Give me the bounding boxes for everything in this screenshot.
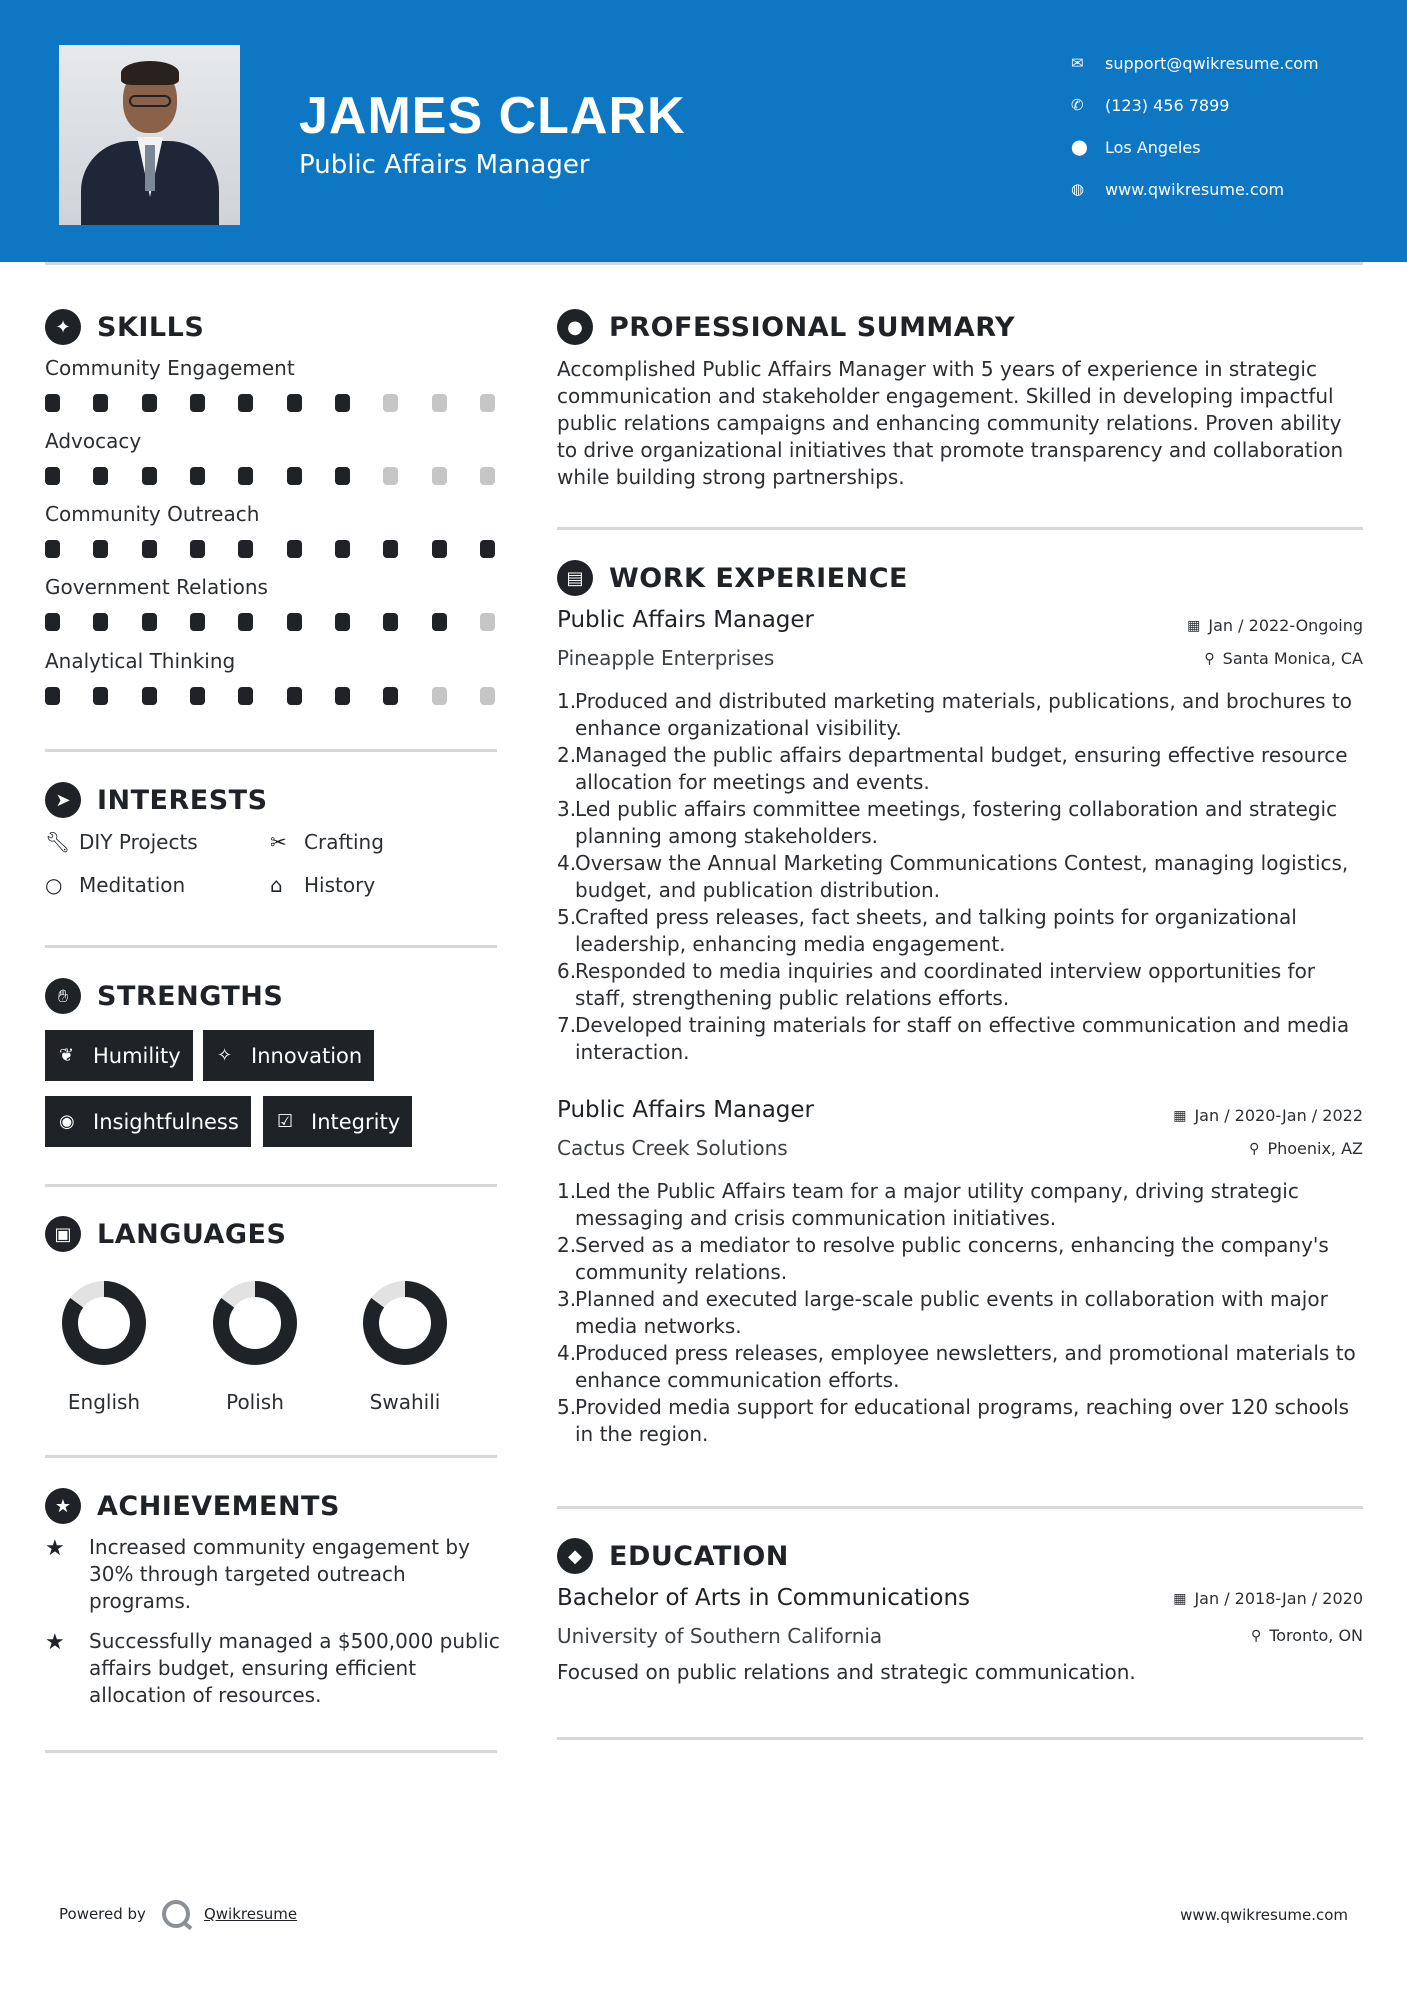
section-divider: [557, 527, 1363, 530]
interest-item: ✂ Crafting: [270, 830, 384, 854]
language-card-icon: ▣: [45, 1216, 81, 1252]
star-hand-icon: ★: [45, 1536, 65, 1561]
skill-dot: [190, 540, 205, 558]
language-item: Swahili: [345, 1280, 465, 1414]
job-title: Public Affairs Manager: [557, 607, 815, 633]
skill-dot: [190, 613, 205, 631]
skill-dot: [142, 394, 157, 412]
calendar-icon: ▦: [1173, 1590, 1187, 1607]
skill-dot: [383, 687, 398, 705]
skill-dot: [142, 613, 157, 631]
skill-rating: [45, 394, 495, 412]
skill-dot: [383, 613, 398, 631]
star-hand-icon: ★: [45, 1630, 65, 1655]
achievement-item: ★ Successfully managed a $500,000 public affairs budget, ensuring efficient allocation of resources.: [45, 1629, 500, 1707]
job-title: Public Affairs Manager: [557, 1097, 815, 1123]
skill-rating: [45, 467, 495, 485]
skill-dot: [480, 467, 495, 485]
section-divider: [45, 1184, 497, 1187]
envelope-icon: ✉: [1071, 54, 1084, 72]
section-divider: [45, 749, 497, 752]
skill-dot: [432, 687, 447, 705]
skill-dot: [480, 540, 495, 558]
hand-icon: ✋︎: [45, 978, 81, 1014]
skill-dot: [238, 687, 253, 705]
duty-item: 4. Oversaw the Annual Marketing Communications Contest, managing logistics, budget, and publication distribution.: [557, 851, 1349, 902]
degree-title: Bachelor of Arts in Communications: [557, 1585, 971, 1611]
education-heading: ◆ EDUCATION: [557, 1538, 789, 1574]
candidate-name: JAMES CLARK: [299, 87, 686, 145]
languages-heading: ▣ LANGUAGES: [45, 1216, 286, 1252]
skill-item: Government Relations: [45, 575, 500, 631]
skill-dot: [93, 613, 108, 631]
pin-icon: ⚲: [1204, 650, 1215, 667]
skill-dot: [335, 540, 350, 558]
skill-dot: [45, 613, 60, 631]
skill-dot: [45, 687, 60, 705]
skill-dot: [335, 394, 350, 412]
paper-plane-icon: ➤: [45, 782, 81, 818]
header-divider: [45, 262, 1363, 265]
duty-item: 5. Crafted press releases, fact sheets, and talking points for organizational leadership, enhancing media engagement.: [557, 905, 1297, 956]
briefcase-icon: ▤: [557, 560, 593, 596]
achievement-item: ★ Increased community engagement by 30% through targeted outreach programs.: [45, 1535, 470, 1613]
skill-dot: [45, 540, 60, 558]
language-item: Polish: [195, 1280, 315, 1414]
resume-header: [0, 0, 1407, 262]
section-divider: [45, 1750, 497, 1753]
duty-item: 3. Planned and executed large-scale public events in collaboration with major media networks.: [557, 1287, 1328, 1338]
skill-dot: [287, 467, 302, 485]
strengths-heading: ✋︎ STRENGTHS: [45, 978, 283, 1014]
skill-dot: [93, 467, 108, 485]
footer-brand-link[interactable]: Qwikresume: [203, 1905, 298, 1923]
eye-icon: ◉: [59, 1111, 75, 1132]
skill-rating: [45, 540, 495, 558]
graduate-icon: ◆: [557, 1538, 593, 1574]
bank-icon: ⌂: [270, 873, 283, 897]
duty-item: 1. Led the Public Affairs team for a major utility company, driving strategic messaging and crisis communication initiatives.: [557, 1179, 1299, 1230]
strength-tag: ❦ Humility: [45, 1030, 193, 1081]
section-divider: [45, 945, 497, 948]
contact-list: [1071, 42, 1319, 210]
profile-photo: [59, 45, 240, 225]
skill-dot: [287, 613, 302, 631]
skill-dot: [142, 540, 157, 558]
achievements-heading: ★ ACHIEVEMENTS: [45, 1488, 340, 1524]
job-company: Pineapple Enterprises: [557, 646, 775, 670]
duty-item: 2. Managed the public affairs departmental budget, ensuring effective resource allocation for meetings and events.: [557, 743, 1348, 794]
interest-item: ○ Meditation: [45, 873, 186, 897]
experience-heading: ▤ WORK EXPERIENCE: [557, 560, 908, 596]
footer-url[interactable]: www.qwikresume.com: [1180, 1906, 1348, 1924]
skill-dot: [287, 540, 302, 558]
wrench-icon: 🔧︎: [45, 830, 71, 854]
summary-heading: ● PROFESSIONAL SUMMARY: [557, 309, 1015, 345]
lightbulb-icon: ✧: [217, 1045, 233, 1066]
user-icon: ●: [557, 309, 593, 345]
interest-item: 🔧︎ DIY Projects: [45, 830, 198, 854]
skill-dot: [335, 613, 350, 631]
skill-dot: [383, 540, 398, 558]
star-icon: ★: [45, 1488, 81, 1524]
contact-website[interactable]: ◍ www.qwikresume.com: [1071, 179, 1285, 199]
skill-dot: [383, 394, 398, 412]
leaf-icon: ❦: [59, 1045, 75, 1066]
skill-dot: [190, 394, 205, 412]
skill-dot: [432, 613, 447, 631]
strength-tag: ☑ Integrity: [263, 1096, 412, 1147]
skill-item: Advocacy: [45, 429, 500, 485]
interests-heading: ➤ INTERESTS: [45, 782, 268, 818]
calendar-icon: ▦: [1187, 617, 1201, 634]
skill-dot: [238, 467, 253, 485]
duty-item: 3. Led public affairs committee meetings, fostering collaboration and strategic planning among stakeholders.: [557, 797, 1338, 848]
skill-dot: [238, 540, 253, 558]
skill-dot: [480, 394, 495, 412]
map-marker-icon: ⬤: [1071, 138, 1088, 156]
skill-dot: [383, 467, 398, 485]
lightbulb-icon: ✦: [45, 309, 81, 345]
skill-item: Community Outreach: [45, 502, 500, 558]
job-date: ▦ Jan / 2022-Ongoing: [1187, 616, 1363, 635]
job-location: ⚲ Phoenix, AZ: [1249, 1139, 1363, 1158]
skill-dot: [335, 687, 350, 705]
duty-item: 4. Produced press releases, employee newsletters, and promotional materials to enhance communication efforts.: [557, 1341, 1356, 1392]
job-duties: [557, 1178, 1367, 1448]
job-company: Cactus Creek Solutions: [557, 1136, 788, 1160]
duty-item: 1. Produced and distributed marketing materials, publications, and brochures to enhance organizational visibility.: [557, 689, 1353, 740]
calendar-icon: ▦: [1173, 1107, 1187, 1124]
skill-dot: [432, 394, 447, 412]
education-location: ⚲ Toronto, ON: [1250, 1626, 1363, 1645]
skills-heading: ✦ SKILLS: [45, 309, 204, 345]
scissors-icon: ✂: [270, 830, 287, 854]
skill-dot: [432, 467, 447, 485]
skill-dot: [142, 687, 157, 705]
strength-tag: ✧ Innovation: [203, 1030, 374, 1081]
school-name: University of Southern California: [557, 1624, 883, 1648]
skill-rating: [45, 687, 495, 705]
job-date: ▦ Jan / 2020-Jan / 2022: [1173, 1106, 1363, 1125]
contact-location: ⬤ Los Angeles: [1071, 137, 1201, 157]
section-divider: [557, 1506, 1363, 1509]
candidate-role: Public Affairs Manager: [299, 150, 590, 180]
skill-dot: [480, 613, 495, 631]
contact-email[interactable]: ✉ support@qwikresume.com: [1071, 53, 1319, 73]
skill-dot: [335, 467, 350, 485]
pin-icon: ⚲: [1250, 1627, 1262, 1644]
skill-rating: [45, 613, 495, 631]
strength-tag: ◉ Insightfulness: [45, 1096, 251, 1147]
summary-text: Accomplished Public Affairs Manager with 5 years of experience in strategic communication and stakeholder engagement. Skilled in developing impactful public relations campaigns and enhancing community relations. Proven ability to drive organizational initiatives that promote transparency and collaboration while building strong partnerships.: [557, 357, 1344, 489]
skill-item: Community Engagement: [45, 356, 500, 412]
language-ring: [61, 1280, 147, 1366]
contact-phone[interactable]: ✆ (123) 456 7899: [1071, 95, 1230, 115]
skill-dot: [45, 394, 60, 412]
duty-item: 6. Responded to media inquiries and coordinated interview opportunities for staff, strengthening public relations efforts.: [557, 959, 1316, 1010]
education-description: Focused on public relations and strategic communication.: [557, 1660, 1136, 1684]
skill-dot: [93, 540, 108, 558]
duty-item: 2. Served as a mediator to resolve public concerns, enhancing the company's community relations.: [557, 1233, 1329, 1284]
skill-dot: [45, 467, 60, 485]
education-date: ▦ Jan / 2018-Jan / 2020: [1173, 1589, 1363, 1608]
phone-icon: ✆: [1071, 96, 1084, 114]
circle-icon: ○: [45, 873, 63, 897]
job-duties: [557, 688, 1367, 1066]
language-item: English: [44, 1280, 164, 1414]
job-location: ⚲ Santa Monica, CA: [1204, 649, 1363, 668]
skill-dot: [93, 687, 108, 705]
section-divider: [557, 1737, 1363, 1740]
skill-dot: [142, 467, 157, 485]
skill-dot: [480, 687, 495, 705]
globe-icon: ◍: [1071, 180, 1085, 198]
check-square-icon: ☑: [277, 1111, 294, 1132]
interest-item: ⌂ History: [270, 873, 376, 897]
language-ring: [212, 1280, 298, 1366]
skill-dot: [190, 687, 205, 705]
duty-item: 5. Provided media support for educational programs, reaching over 120 schools in the region.: [557, 1395, 1350, 1446]
skill-dot: [190, 467, 205, 485]
duty-item: 7. Developed training materials for staff on effective communication and media interaction.: [557, 1013, 1350, 1064]
skill-dot: [432, 540, 447, 558]
skill-item: Analytical Thinking: [45, 649, 500, 705]
pin-icon: ⚲: [1249, 1140, 1260, 1157]
footer-powered-by: Powered by Qwikresume: [59, 1900, 297, 1928]
qwikresume-logo-icon: [162, 1900, 190, 1928]
skill-dot: [93, 394, 108, 412]
section-divider: [45, 1455, 497, 1458]
skill-dot: [238, 613, 253, 631]
skill-dot: [238, 394, 253, 412]
skill-dot: [287, 394, 302, 412]
skill-dot: [287, 687, 302, 705]
language-ring: [362, 1280, 448, 1366]
